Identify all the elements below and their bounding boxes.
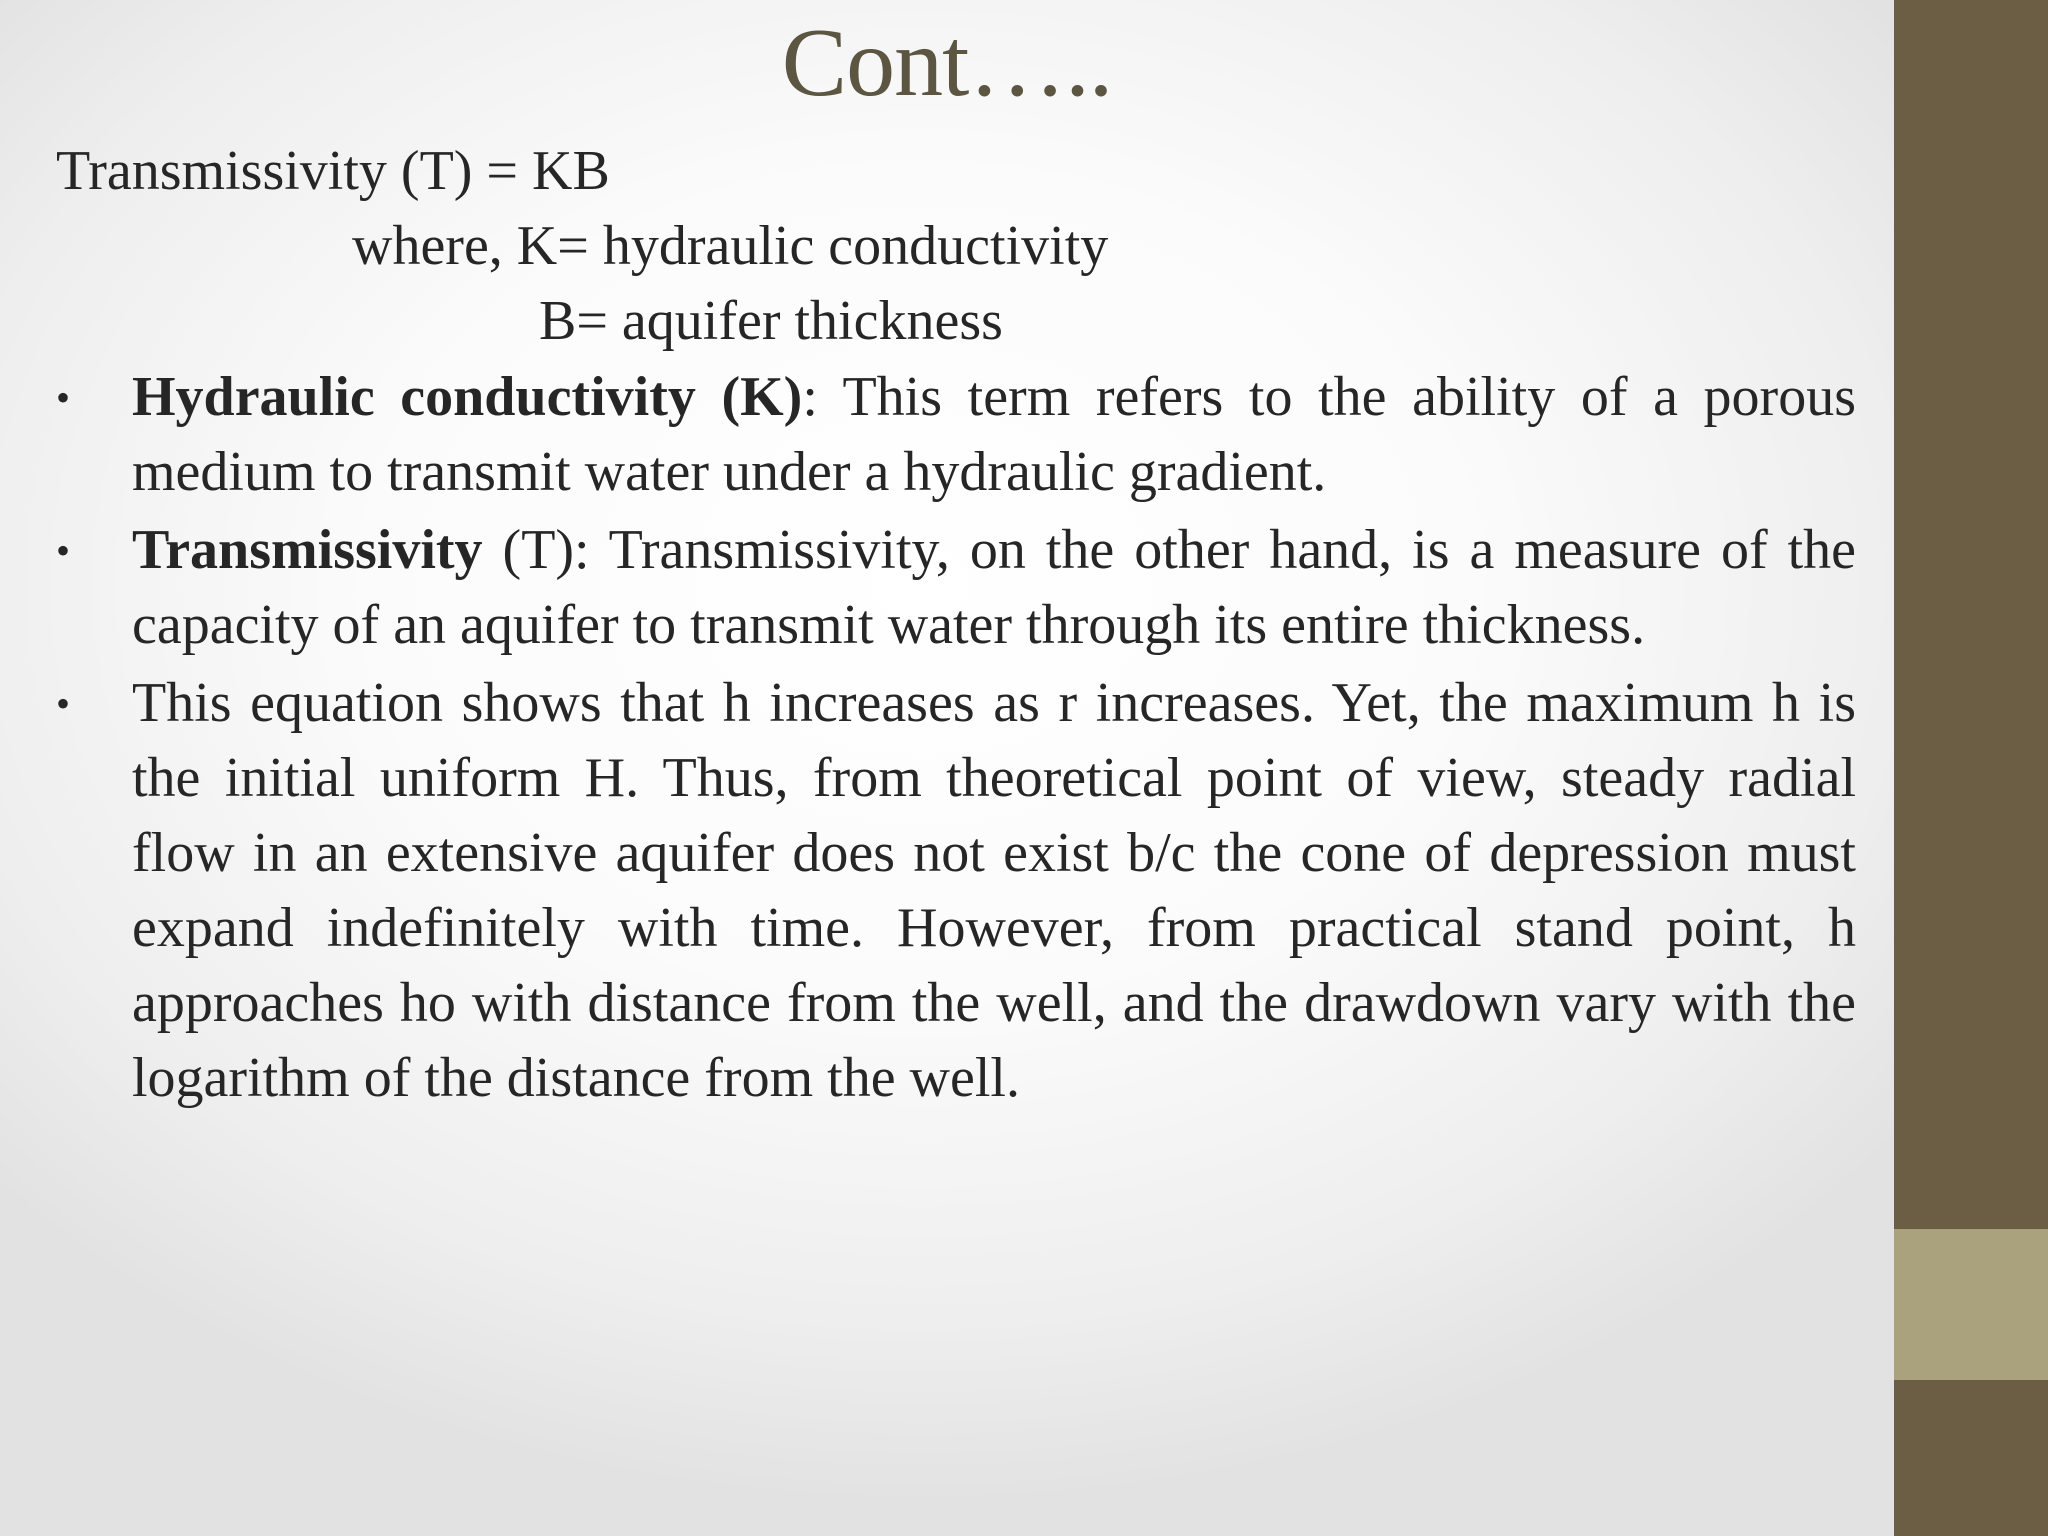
bullet-hydraulic-conductivity [56, 360, 1856, 510]
bullet-text: (T): Transmissivity, on the other hand, is a measure of the capacity of an aquifer to transmit water through its entire thickness. [132, 519, 1856, 656]
slide-title: Cont….. [781, 9, 1113, 117]
bullet-list [56, 360, 1856, 1116]
bullet-icon: • [56, 681, 71, 726]
formula-line-2: where, K= hydraulic conductivity [352, 215, 1109, 277]
sidebar-accent-band [1894, 1229, 2048, 1380]
bullet-icon: • [56, 375, 71, 420]
bullet-icon: • [56, 528, 71, 573]
bullet-equation-note [56, 666, 1856, 1116]
formula-line-1: Transmissivity (T) = KB [56, 140, 610, 202]
formula-line-3: B= aquifer thickness [539, 290, 1003, 352]
bullet-term: Hydraulic conductivity (K) [132, 366, 803, 428]
decorative-sidebar [1894, 0, 2048, 1536]
bullet-text: This equation shows that h increases as r increases. Yet, the maximum h is the initial uniform H. Thus, from theoretical point of view, steady radial flow in an extensive aquifer does not exist b/c the cone of depression must expand indefinitely with time. However, from practical stand point, h approaches ho with distance from the well, and the drawdown vary with the logarithm of the distance from the well. [132, 672, 1856, 1109]
bullet-term: Transmissivity [132, 519, 483, 581]
bullet-transmissivity [56, 513, 1856, 663]
bullet-text: : This term refers to the ability of a porous medium to transmit water under a hydraulic gradient. [132, 366, 1856, 503]
